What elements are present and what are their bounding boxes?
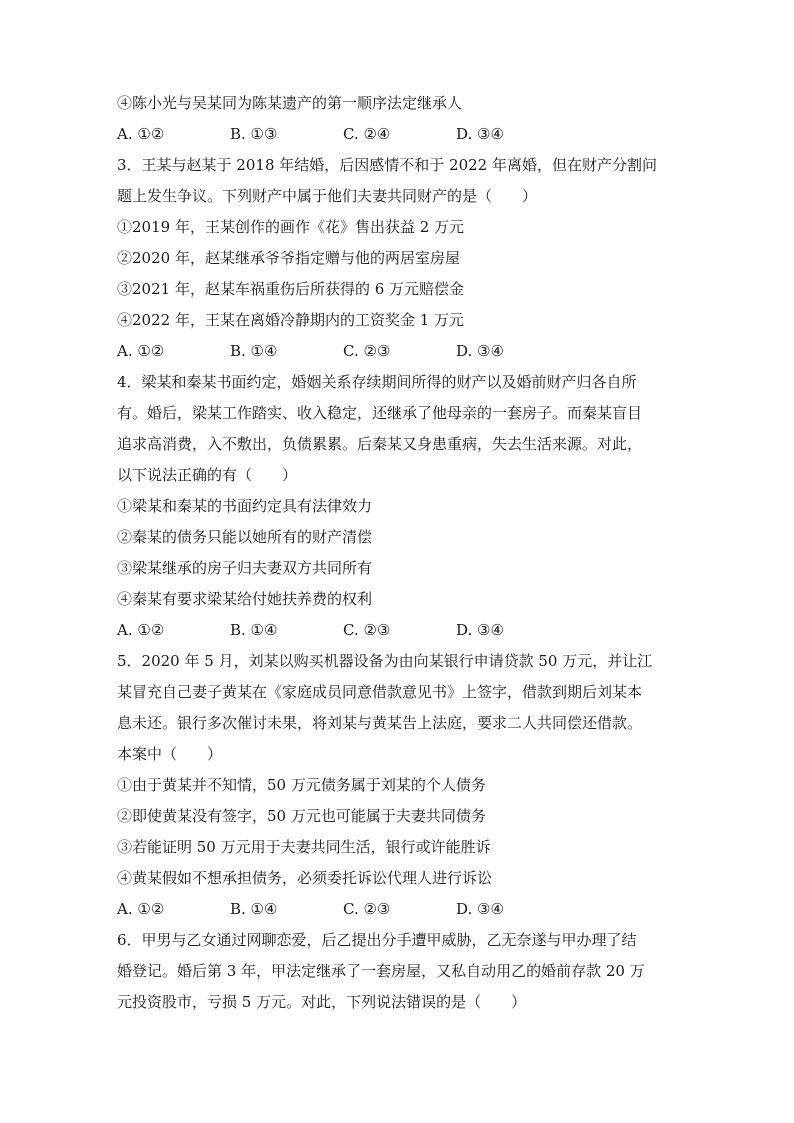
q2-option-a: A. ①② xyxy=(117,125,165,143)
q5-option-b: B. ①④ xyxy=(230,900,278,918)
q3-stem-line-2: 题上发生争议。下列财产中属于他们夫妻共同财产的是（ ） xyxy=(117,187,538,205)
q4-item-1: ①梁某和秦某的书面约定具有法律效力 xyxy=(117,497,373,515)
question-6 xyxy=(117,925,697,1018)
q3-option-c: C. ②③ xyxy=(343,342,391,360)
q5-item-1: ①由于黄某并不知情，50 万元债务属于刘某的个人债务 xyxy=(117,776,486,794)
q4-stem-line-4: 以下说法正确的有（ ） xyxy=(117,466,298,484)
q3-item-3: ③2021 年，赵某车祸重伤后所获得的 6 万元赔偿金 xyxy=(117,280,465,298)
q6-stem-line-1: 6．甲男与乙女通过网聊恋爱，后乙提出分手遭甲威胁，乙无奈遂与甲办理了结 xyxy=(117,931,637,949)
q2-options xyxy=(117,119,697,150)
q5-item-2: ②即使黄某没有签字，50 万元也可能属于夫妻共同债务 xyxy=(117,807,486,825)
q5-item-3: ③若能证明 50 万元用于夫妻共同生活，银行或许能胜诉 xyxy=(117,838,491,856)
q3-options xyxy=(117,336,697,367)
q5-item-4: ④黄某假如不想承担债务，必须委托诉讼代理人进行诉讼 xyxy=(117,869,493,887)
q5-stem-line-4: 本案中（ ） xyxy=(117,745,223,763)
q2-item-4: ④陈小光与吴某同为陈某遗产的第一顺序法定继承人 xyxy=(117,94,463,112)
q3-stem-line-1: 3．王某与赵某于 2018 年结婚，后因感情不和于 2022 年离婚，但在财产分割问 xyxy=(117,156,657,174)
q4-stem-line-3: 追求高消费，入不敷出，负债累累。后秦某又身患重病，失去生活来源。对此， xyxy=(117,435,643,453)
question-2-tail xyxy=(117,88,697,150)
q4-item-4: ④秦某有要求梁某给付她扶养费的权利 xyxy=(117,590,373,608)
q4-stem-line-1: 4．梁某和秦某书面约定，婚姻关系存续期间所得的财产以及婚前财产归各自所 xyxy=(117,373,637,391)
q3-item-2: ②2020 年，赵某继承爷爷指定赠与他的两居室房屋 xyxy=(117,249,460,267)
q4-option-c: C. ②③ xyxy=(343,621,391,639)
q5-options xyxy=(117,894,697,925)
q4-item-3: ③梁某继承的房子归夫妻双方共同所有 xyxy=(117,559,373,577)
q5-option-c: C. ②③ xyxy=(343,900,391,918)
question-3 xyxy=(117,150,697,367)
q2-option-d: D. ③④ xyxy=(456,125,504,143)
q4-option-a: A. ①② xyxy=(117,621,165,639)
q5-option-a: A. ①② xyxy=(117,900,165,918)
q2-option-c: C. ②④ xyxy=(343,125,391,143)
q5-stem-line-2: 某冒充自己妻子黄某在《家庭成员同意借款意见书》上签字，借款到期后刘某本 xyxy=(117,683,643,701)
question-4 xyxy=(117,367,697,646)
q4-option-d: D. ③④ xyxy=(456,621,504,639)
q4-options xyxy=(117,615,697,646)
q3-option-d: D. ③④ xyxy=(456,342,504,360)
question-5 xyxy=(117,646,697,925)
q3-option-b: B. ①④ xyxy=(230,342,278,360)
q6-stem-line-3: 元投资股市，亏损 5 万元。对此，下列说法错误的是（ ） xyxy=(117,993,527,1011)
q4-option-b: B. ①④ xyxy=(230,621,278,639)
q3-item-1: ①2019 年，王某创作的画作《花》售出获益 2 万元 xyxy=(117,218,465,236)
q4-stem-line-2: 有。婚后，梁某工作踏实、收入稳定，还继承了他母亲的一套房子。而秦某盲目 xyxy=(117,404,643,422)
q5-stem-line-3: 息未还。银行多次催讨未果，将刘某与黄某告上法庭，要求二人共同偿还借款。 xyxy=(117,714,643,732)
q5-option-d: D. ③④ xyxy=(456,900,504,918)
q6-stem-line-2: 婚登记。婚后第 3 年，甲法定继承了一套房屋，又私自动用乙的婚前存款 20 万 xyxy=(117,962,645,980)
q3-item-4: ④2022 年，王某在离婚冷静期内的工资奖金 1 万元 xyxy=(117,311,465,329)
exam-page xyxy=(117,88,697,1018)
q5-stem-line-1: 5．2020 年 5 月，刘某以购买机器设备为由向某银行申请贷款 50 万元，并让江 xyxy=(117,652,653,670)
q4-item-2: ②秦某的债务只能以她所有的财产清偿 xyxy=(117,528,373,546)
q3-option-a: A. ①② xyxy=(117,342,165,360)
q2-option-b: B. ①③ xyxy=(230,125,278,143)
